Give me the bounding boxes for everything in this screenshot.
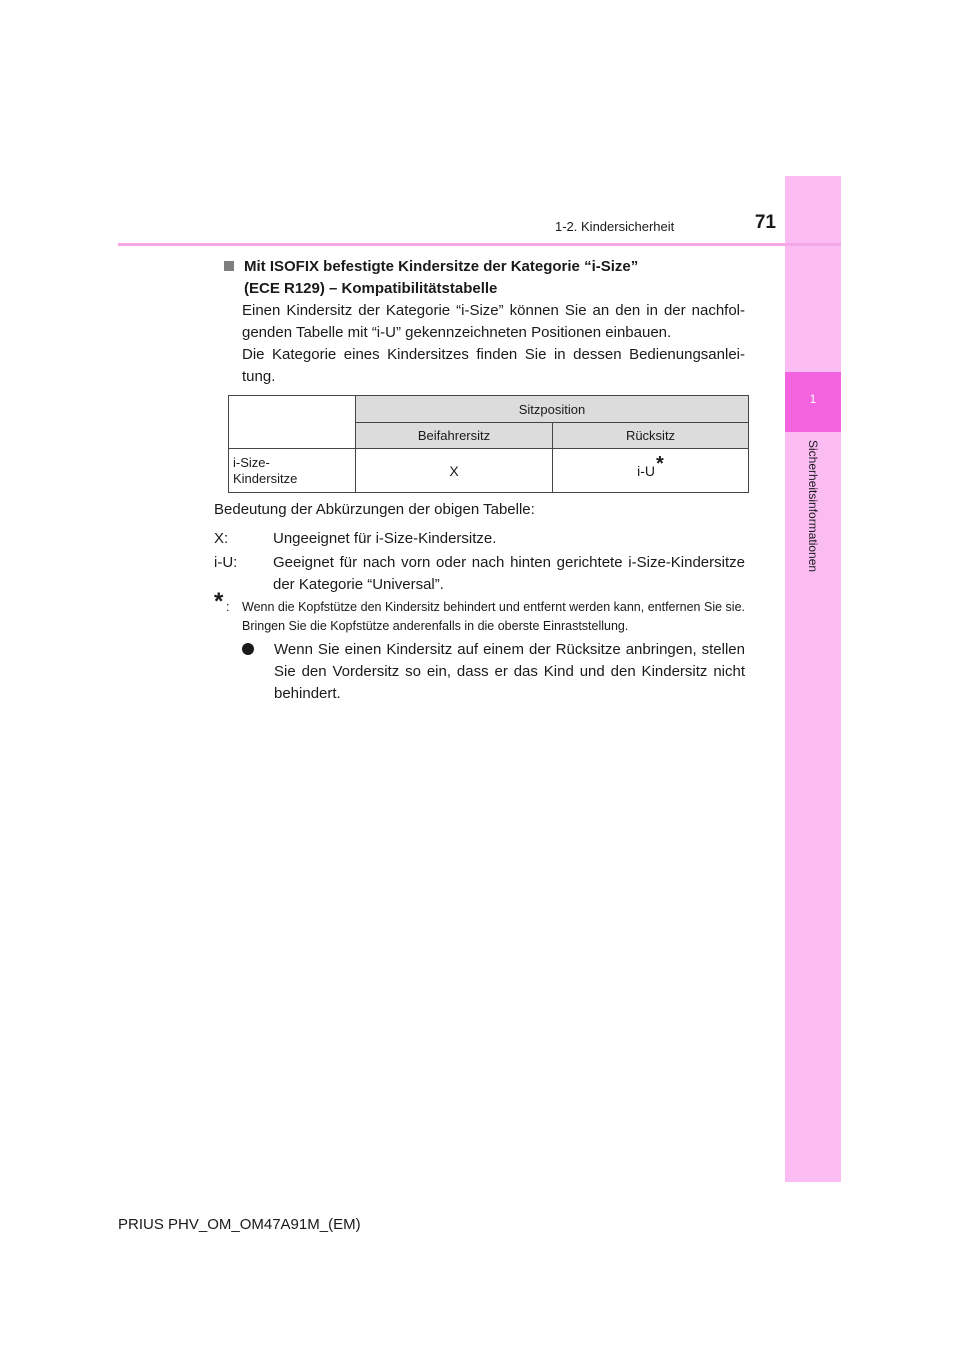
chapter-tab[interactable]	[785, 372, 841, 432]
heading-text-2: (ECE R129) – Kompatibilitätstabelle	[244, 280, 498, 297]
section-title: 1-2. Kindersicherheit	[555, 219, 675, 234]
legend-desc: Geeignet für nach vorn oder nach hinten gerichtete i-Size-Kindersitze der Kategorie “Universal”.	[273, 554, 745, 593]
chapter-side-band	[785, 176, 841, 1182]
footnote	[214, 588, 745, 636]
legend-term: i-U:	[214, 554, 238, 571]
heading-line-1	[222, 256, 762, 278]
table-cell-rear-value: i-U	[637, 462, 656, 479]
row-label-line-2: Kindersitze	[233, 470, 298, 486]
chapter-number: 1	[809, 392, 817, 406]
heading-text-1: Mit ISOFIX befestigte Kindersitze der Kategorie “i-Size”	[244, 258, 639, 275]
table-group-header: Sitzposition	[356, 396, 748, 423]
legend-title: Bedeutung der Abkürzungen der obigen Tabelle:	[214, 501, 535, 518]
bullet-text: Wenn Sie einen Kindersitz auf einem der Rücksitze anbringen, stellen Sie den Vordersitz so ein, dass er das Kind und den Kindersitz nicht behindert.	[274, 641, 745, 702]
legend-item-iu	[214, 552, 745, 596]
paragraph-category: Die Kategorie eines Kindersitzes finden Sie in dessen Bedienungsanlei-tung.	[242, 346, 745, 385]
compatibility-table	[228, 395, 749, 493]
row-label-line-1: i-Size-	[233, 454, 270, 470]
document-id: PRIUS PHV_OM_OM47A91M_(EM)	[118, 1216, 361, 1233]
heading-line-2	[222, 278, 762, 300]
section-heading	[222, 256, 762, 300]
paragraph-intro: Einen Kindersitz der Kategorie “i-Size” können Sie an den in der nachfol-genden Tabelle mit “i-U” gekennzeichneten Positionen einbauen.	[242, 302, 745, 341]
page-number: 71	[754, 212, 776, 233]
footnote-star-icon: *	[656, 453, 664, 475]
chapter-title-vertical: Sicherheitsinformationen	[806, 440, 820, 573]
footnote-text: Wenn die Kopfstütze den Kindersitz behindert und entfernt werden kann, entfernen Sie sie. Bringen Sie die Kopfstütze anderenfalls in die oberste Einraststellung.	[242, 600, 745, 633]
table-corner-cell	[229, 396, 356, 449]
footnote-colon: :	[226, 600, 230, 614]
table-column-header-rear: Rücksitz	[553, 423, 748, 449]
legend-desc: Ungeeignet für i-Size-Kindersitze.	[273, 530, 497, 547]
legend-item-x	[214, 528, 745, 550]
footnote-marker: *	[214, 588, 224, 615]
table-cell-passenger: X	[356, 449, 553, 492]
header-divider	[118, 243, 841, 246]
table-cell-rear	[553, 449, 748, 492]
square-bullet-icon	[224, 261, 234, 271]
table-row-label	[229, 449, 356, 492]
table-column-header-passenger: Beifahrersitz	[356, 423, 553, 449]
round-bullet-icon	[242, 643, 254, 655]
bullet-note	[242, 639, 745, 705]
legend-term: X:	[214, 530, 229, 547]
